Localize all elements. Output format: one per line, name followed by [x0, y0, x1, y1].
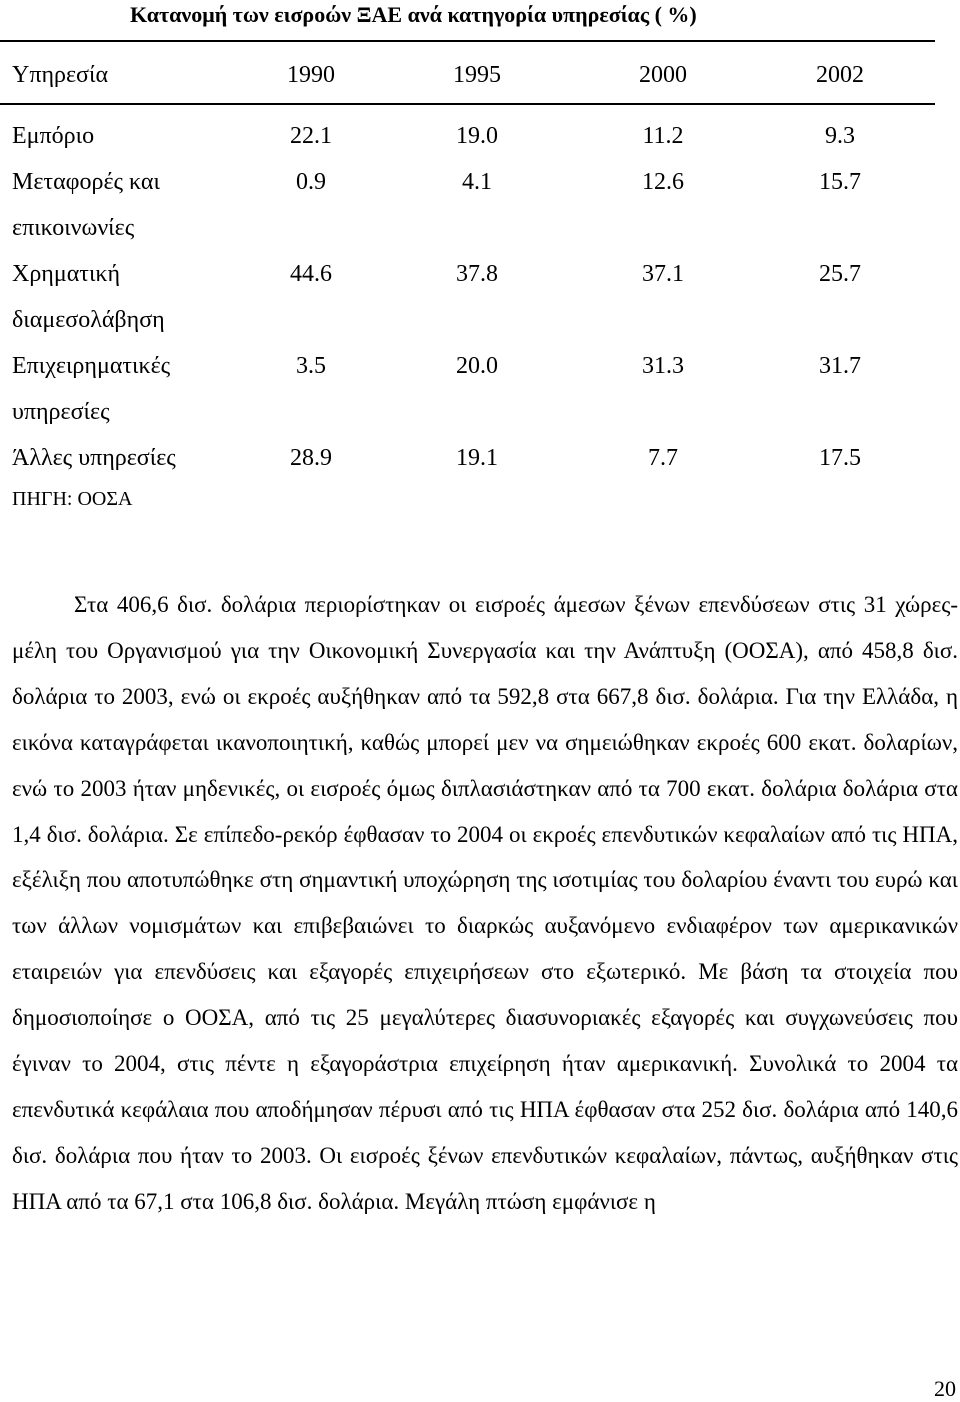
table-cell: 3.5 — [296, 353, 326, 379]
table-header-service: Υπηρεσία — [12, 62, 109, 88]
table-source: ΠΗΓΗ: ΟΟΣΑ — [12, 488, 133, 510]
table-header-1995: 1995 — [453, 62, 501, 88]
table-row-label: Χρηματική — [12, 261, 121, 287]
table-row-label-cont: υπηρεσίες — [12, 399, 110, 425]
table-row-label: Μεταφορές και — [12, 169, 160, 195]
table-top-rule — [0, 40, 935, 42]
table-cell: 37.1 — [642, 261, 684, 287]
page-number: 20 — [934, 1376, 956, 1401]
table-cell: 28.9 — [290, 445, 332, 471]
table-cell: 22.1 — [290, 123, 332, 149]
table-cell: 19.0 — [456, 123, 498, 149]
table-cell: 19.1 — [456, 445, 498, 471]
table-row-label: Επιχειρηματικές — [12, 353, 171, 379]
table-row-label: Άλλες υπηρεσίες — [12, 445, 176, 471]
table-cell: 15.7 — [819, 169, 861, 195]
table-cell: 25.7 — [819, 261, 861, 287]
table-title: Κατανομή των εισροών ΞΑΕ ανά κατηγορία υπηρεσίας ( %) — [130, 2, 697, 27]
table-cell: 17.5 — [819, 445, 861, 471]
table-cell: 44.6 — [290, 261, 332, 287]
table-row-label: Εμπόριο — [12, 123, 95, 149]
table-header-2000: 2000 — [639, 62, 687, 88]
table-cell: 20.0 — [456, 353, 498, 379]
table-row-label-cont: διαμεσολάβηση — [12, 307, 165, 333]
table-cell: 31.7 — [819, 353, 861, 379]
table-cell: 12.6 — [642, 169, 684, 195]
table-cell: 9.3 — [825, 123, 855, 149]
table-header-rule — [0, 103, 935, 105]
body-paragraph: Στα 406,6 δισ. δολάρια περιορίστηκαν οι εισροές άμεσων ξένων επενδύσεων στις 31 χώρες-μέλη του Οργανισμού για την Οικονομική Συνεργασία και την Ανάπτυξη (ΟΟΣΑ), από 458,8 δισ. δολάρια το 2003, ενώ οι εκροές αυξήθηκαν από τα 592,8 στα 667,8 δισ. δολάρια. Για την Ελλάδα, η εικόνα καταγράφεται ικανοποιητική, καθώς μπορεί μεν να σημειώθηκαν εκροές 600 εκατ. δολαρίων, ενώ το 2003 ήταν μηδενικές, οι εισροές όμως διπλασιάστηκαν από τα 700 εκατ. δολάρια δολάρια στα 1,4 δισ. δολάρια. Σε επίπεδο-ρεκόρ έφθασαν το 2004 οι εκροές επενδυτικών κεφαλαίων από τις ΗΠΑ, εξέλιξη που αποτυπώθηκε στη σημαντική υποχώρηση της ισοτιμίας του δολαρίου έναντι του ευρώ και των άλλων νομισμάτων και επιβεβαιώνει το διαρκώς αυξανόμενο ενδιαφέρον των αμερικανικών εταιρειών για επενδύσεις και εξαγορές επιχειρήσεων στο εξωτερικό. Με βάση τα στοιχεία που δημοσιοποίησε ο ΟΟΣΑ, από τις 25 μεγαλύτερες διασυνοριακές εξαγορές και συγχωνεύσεις που έγιναν το 2004, στις πέντε η εξαγοράστρια επιχείρηση ήταν αμερικανική. Συνολικά το 2004 τα επενδυτικά κεφάλαια που αποδήμησαν πέρυσι από τις ΗΠΑ έφθασαν στα 252 δισ. δολάρια από 140,6 δισ. δολάρια που ήταν το 2003. Οι εισροές ξένων επενδυτικών κεφαλαίων, πάντως, αυξήθηκαν στις ΗΠΑ από τα 67,1 στα 106,8 δισ. δολάρια. Μεγάλη πτώση εμφάνισε η — [12, 592, 958, 1214]
table-header-2002: 2002 — [816, 62, 864, 88]
table-cell: 4.1 — [462, 169, 492, 195]
table-cell: 31.3 — [642, 353, 684, 379]
table-cell: 7.7 — [648, 445, 678, 471]
table-header-1990: 1990 — [287, 62, 335, 88]
table-cell: 37.8 — [456, 261, 498, 287]
table-row-label-cont: επικοινωνίες — [12, 215, 135, 241]
table-cell: 0.9 — [296, 169, 326, 195]
table-cell: 11.2 — [642, 123, 684, 149]
